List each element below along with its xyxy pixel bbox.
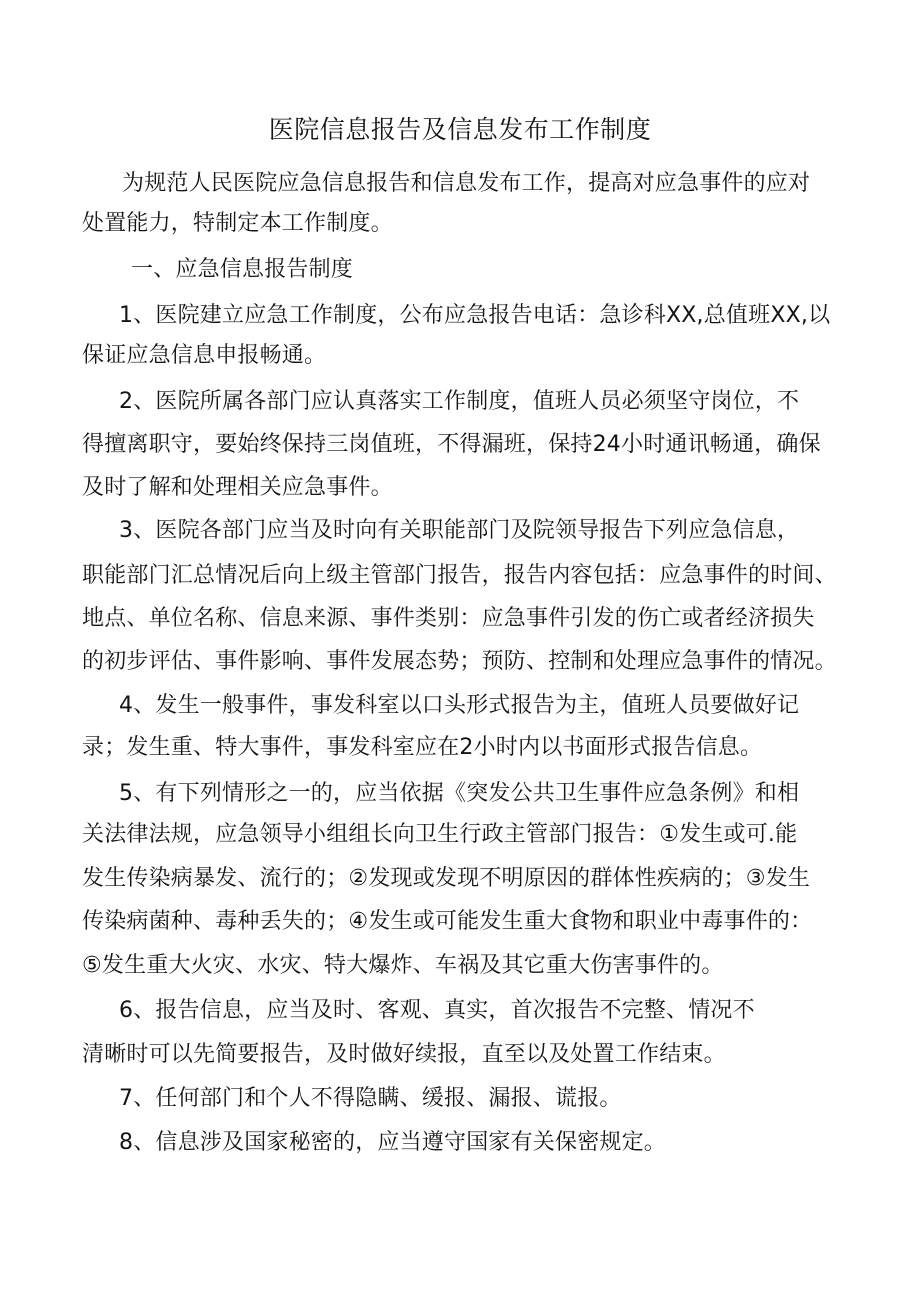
paragraph-line: 1、医院建立应急工作制度，公布应急报告电话：急诊科XX,总值班XX,以 (119, 303, 831, 328)
paragraph-line: 保证应急信息申报畅通。 (82, 343, 327, 368)
paragraph-line: 职能部门汇总情况后向上级主管部门报告，报告内容包括：应急事件的时间、 (82, 563, 837, 588)
paragraph-line: 2、医院所属各部门应认真落实工作制度，值班人员必须坚守岗位，不 (119, 389, 800, 414)
paragraph-line: 发生传染病暴发、流行的；②发现或发现不明原因的群体性疾病的；③发生 (82, 866, 811, 891)
paragraph-line: ⑤发生重大火灾、水灾、特大爆炸、车祸及其它重大伤害事件的。 (82, 953, 724, 978)
paragraph-line: 为规范人民医院应急信息报告和信息发布工作，提高对应急事件的应对 (122, 171, 811, 196)
paragraph-line: 3、医院各部门应当及时向有关职能部门及院领导报告下列应急信息， (119, 518, 800, 543)
section-heading: 一、应急信息报告制度 (131, 257, 354, 282)
page-title: 医院信息报告及信息发布工作制度 (268, 115, 652, 144)
paragraph-line: 得擅离职守，要始终保持三岗值班，不得漏班，保持24小时通讯畅通，确保 (82, 432, 821, 457)
paragraph-line: 的初步评估、事件影响、事件发展态势；预防、控制和处理应急事件的情况。 (82, 649, 837, 674)
paragraph-line: 传染病菌种、毒种丢失的；④发生或可能发生重大食物和职业中毒事件的： (82, 909, 813, 934)
paragraph-line: 5、有下列情形之一的，应当依据《突发公共卫生事件应急条例》和相 (119, 781, 800, 806)
paragraph-line: 7、任何部门和个人不得隐瞒、缓报、漏报、谎报。 (119, 1086, 622, 1111)
paragraph-line: 6、报告信息，应当及时、客观、真实，首次报告不完整、情况不 (119, 998, 755, 1023)
paragraph-line: 关法律法规，应急领导小组组长向卫生行政主管部门报告：①发生或可.能 (82, 822, 798, 847)
paragraph-line: 录；发生重、特大事件，事发科室应在2小时内以书面形式报告信息。 (82, 735, 763, 760)
paragraph-line: 4、发生一般事件，事发科室以口头形式报告为主，值班人员要做好记 (119, 693, 800, 718)
paragraph-line: 及时了解和处理相关应急事件。 (82, 475, 393, 500)
paragraph-line: 清晰时可以先简要报告，及时做好续报，直至以及处置工作结束。 (82, 1042, 726, 1067)
paragraph-line: 8、信息涉及国家秘密的，应当遵守国家有关保密规定。 (119, 1130, 666, 1155)
paragraph-line: 处置能力，特制定本工作制度。 (82, 211, 393, 236)
paragraph-line: 地点、单位名称、信息来源、事件类别：应急事件引发的伤亡或者经济损失 (82, 606, 815, 631)
